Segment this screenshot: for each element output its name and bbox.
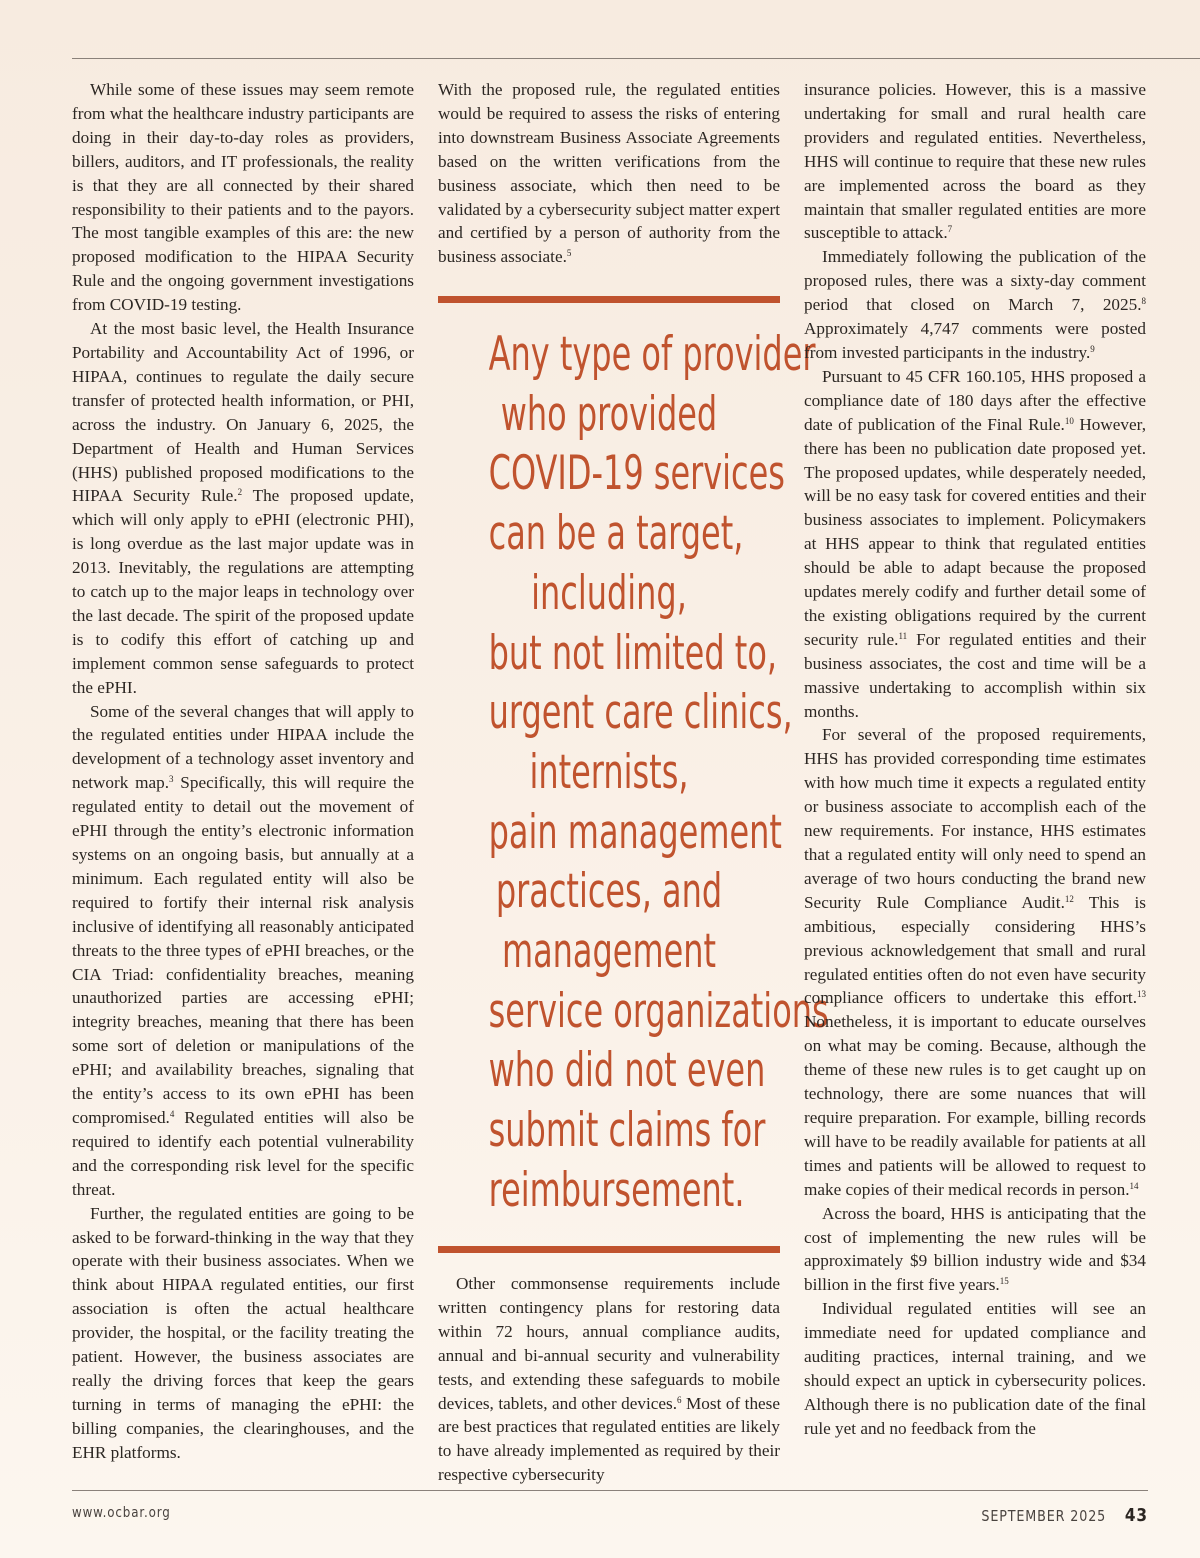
paragraph: While some of these issues may seem remote from what the healthcare industry participants are doing in their day-to-day roles as providers, billers, auditors, and IT professionals, the reality is that they are all connected by their shared responsibility to their patients and to the payors. The most tangible examples of this are: the new proposed modification to the HIPAA Security Rule and the ongoing government investigations from COVID-19 testing.: [72, 80, 414, 315]
website-link[interactable]: www.ocbar.org: [72, 1505, 171, 1521]
paragraph: insurance policies. However, this is a massive undertaking for small and rural health care providers and regulated entities. Nevertheless, HHS will continue to require that these new rules are implemented across the board as they maintain that smaller regulated entities are more susceptible to attack.$^7$: [804, 80, 1146, 243]
pull-quote-line: including,: [531, 565, 687, 621]
pull-quote-line: urgent care clinics,: [488, 685, 793, 741]
footnote-ref: 5: [566, 248, 572, 259]
header-rule: [72, 58, 1200, 59]
paragraph: At the most basic level, the Health Insurance Portability and Accountability Act of 1996, or HIPAA, continues to regulate the daily secure transfer of protected health information, or PHI, across the industry. On January 6, 2025, the Department of Health and Human Services (HHS) published proposed modifications to the HIPAA Security Rule.$^2$ The proposed update, which will only apply to ePHI (electronic PHI), is long overdue as the last major update was in 2013. Inevitably, the regulations are attempting to catch up to the major leaps in technology over the last decade. The spirit of the proposed update is to codify this effort of catching up and implement common sense safeguards to protect the ePHI.: [72, 319, 415, 697]
paragraph: Further, the regulated entities are going to be asked to be forward-thinking in the way that they operate with their business associates. When we think about HIPAA regulated entities, our first association is often the actual healthcare provider, the hospital, or the facility treating the patient. However, the business associates are really the driving forces that keep the gears turning in terms of managing the ePHI: the billing companies, the clearinghouses, and the EHR platforms.: [72, 1203, 414, 1462]
pull-quote-line: pain management: [488, 804, 782, 860]
paragraph: Pursuant to 45 CFR 160.105, HHS proposed a compliance date of 180 days after the effective date of publication of the Final Rule.$^{10}$ However, there has been no publication date proposed yet. The proposed updates, while desperately needed, will be no easy task for covered entities and their business associates to implement. Policymakers at HHS appear to think that regulated entities should be able to adapt because the proposed updates merely codify and further detail some of the existing obligations required by the current security rule.$^{11}$ For regulated entities and their business associates, the cost and time will be a massive undertaking to accomplish within six months.: [804, 366, 1146, 721]
paragraph: Immediately following the publication of the proposed rules, there was a sixty-day comment period that closed on March 7, 2025.$^8$ Approximately 4,747 comments were posted from invested participants in the industry.$^9$: [804, 247, 1146, 362]
footnote-ref: 10: [1064, 415, 1074, 426]
footer-issue: [982, 1505, 1148, 1526]
footnote-ref: 4: [169, 1108, 175, 1119]
footnote-ref: 3: [169, 774, 174, 785]
pull-quote-line: COVID-19 services: [488, 446, 785, 502]
footnote-ref: 15: [999, 1276, 1009, 1287]
pullquote-bottom-rule: [438, 1246, 780, 1253]
footnote-ref: 9: [1090, 343, 1095, 354]
pull-quote-line: service organizations: [488, 983, 829, 1039]
article-column-2-bottom: [438, 1272, 780, 1487]
footnote-ref: 2: [237, 487, 243, 498]
pull-quote-line: management: [501, 924, 717, 980]
issue-date: SEPTEMBER 2025: [981, 1507, 1107, 1525]
pull-quote-line: can be a target,: [488, 506, 744, 562]
pull-quote-line: submit claims for: [488, 1103, 766, 1159]
pull-quote-line: internists,: [529, 744, 689, 800]
article-column-2-top: [438, 78, 780, 269]
pull-quote: [488, 325, 829, 1221]
footnote-ref: 7: [947, 224, 953, 235]
pull-quote-line: but not limited to,: [488, 625, 778, 681]
footer-rule: [72, 1490, 1148, 1491]
paragraph: Some of the several changes that will apply to the regulated entities under HIPAA include the development of a technology asset inventory and network map.$^3$ Specifically, this will require the regulated entity to detail out the movement of ePHI through the entity’s electronic information systems on an ongoing basis, but annually at a minimum. Each regulated entity will also be required to fortify their internal risk analysis inclusive of identifying all reasonably anticipated threats to the three types of ePHI breaches, or the CIA Triad: confidentiality breaches, meaning unauthorized parties are accessing ePHI; integrity breaches, meaning that there has been some sort of deletion or manipulations of the ePHI; and availability breaches, signaling that the entity’s access to its own ePHI has been compromised.$^4$ Regulated entities will also be required to identify each potential vulnerability and the corresponding risk level for the specific threat.: [72, 701, 414, 1199]
article-column-3: [804, 78, 1146, 1441]
paragraph: With the proposed rule, the regulated entities would be required to assess the risks of entering into downstream Business Associate Agreements based on the written verifications from the business associate, which then need to be validated by a cybersecurity subject matter expert and certified by a person of authority from the business associate.$^5$: [438, 80, 780, 267]
page-number: 43: [1124, 1505, 1148, 1526]
paragraph: Individual regulated entities will see an immediate need for updated compliance and auditing practices, internal training, and we should expect an uptick in cybersecurity polices. Although there is no publication date of the final rule yet and no feedback from the: [804, 1299, 1146, 1438]
footnote-ref: 11: [898, 630, 908, 641]
pull-quote-line: who provided: [500, 386, 718, 442]
footnote-ref: 12: [1064, 893, 1074, 904]
footnote-ref: 8: [1141, 296, 1146, 307]
paragraph: For several of the proposed requirements, HHS has provided corresponding time estimates with how much time it expects a regulated entity or business associate to accomplish each of the new requirements. For instance, HHS estimates that a regulated entity will only need to spend an average of two hours conducting the brand new Security Rule Compliance Audit.$^{12}$ This is ambitious, especially considering HHS’s previous acknowledgement that small and rural regulated entities often do not even have security compliance officers to undertake this effort.$^{13}$ Nonetheless, it is important to educate ourselves on what may be coming. Because, although the theme of these new rules is to get caught up on technology, there are some nuances that will require preparation. For example, billing records will have to be readily available for patients at all times and patients will be allowed to request to make copies of their medical records in person.$^{14}$: [804, 725, 1146, 1199]
footnote-ref: 6: [677, 1394, 682, 1405]
footnote-ref: 13: [1137, 989, 1146, 1000]
pull-quote-line: Any type of provider: [488, 327, 816, 382]
pull-quote-line: reimbursement.: [488, 1162, 745, 1218]
paragraph: Other commonsense requirements include written contingency plans for restoring data within 72 hours, annual compliance audits, annual and bi-annual security and vulnerability tests, and extending these safeguards to mobile devices, tablets, and other devices.$^6$ Most of these are best practices that regulated entities are likely to have already implemented as required by their respective cybersecurity: [438, 1274, 780, 1485]
paragraph: Across the board, HHS is anticipating that the cost of implementing the new rules will be approximately $9 billion industry wide and $34 billion in the first five years.$^{15}$: [804, 1203, 1146, 1295]
article-column-1: [72, 78, 414, 1465]
pull-quote-line: practices, and: [495, 864, 723, 920]
pullquote-top-rule: [438, 296, 780, 303]
pull-quote-line: who did not even: [488, 1043, 766, 1099]
footnote-ref: 14: [1129, 1180, 1139, 1191]
